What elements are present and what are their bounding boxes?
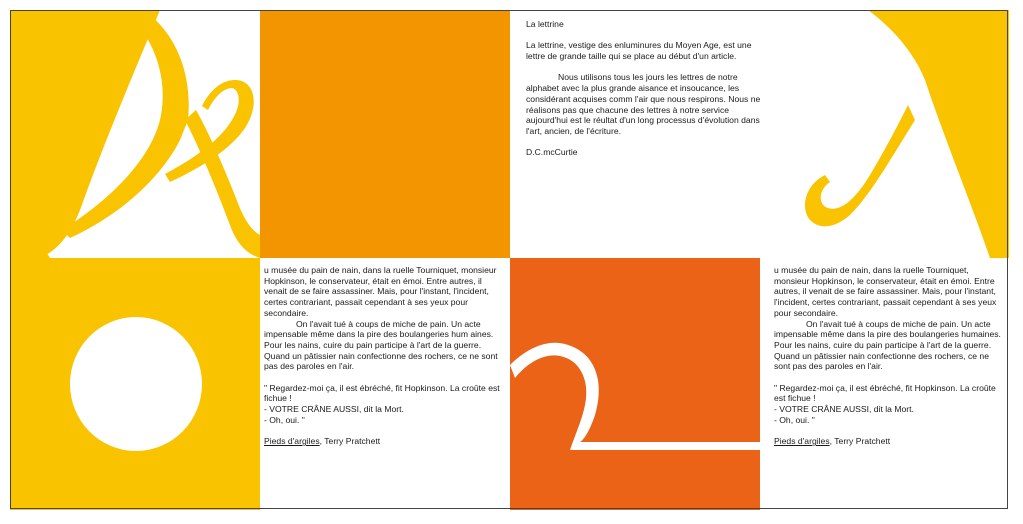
intro-paragraph-2: Nous utilisons tous les jours les lettres de notre alphabet avec la plus grande aisance et insoucance, les considérant acquises comm l'air que nous respirons. Nous ne réalisons pas que chacune des lettres à notre service aujourd'hui est le réultat d'un long processus d'évolution dans l'art, ancien, de l'écriture. bbox=[526, 72, 761, 136]
excerpt-right-dialogue-2: - VOTRE CRÂNE AUSSI, dit la Mort. bbox=[774, 404, 914, 415]
excerpt-right-paragraph-2: On l'avait tué à coups de miche de pain. Un acte impensable même dans la pire des boulangeries humaines. Pour les nains, cuire du pain participe à l'art de la guerre. Quand un pâtissier nain confectionne des rochers, ce ne sont pas des paroles en l'air. bbox=[774, 318, 1001, 372]
intro-column bbox=[526, 19, 762, 158]
excerpt-right-dialogue-3: - Oh, oui. " bbox=[774, 414, 815, 425]
intro-heading: La lettrine bbox=[526, 19, 564, 29]
excerpt-left-source bbox=[264, 436, 506, 447]
italic-A-letter-icon bbox=[10, 10, 260, 258]
excerpt-left bbox=[264, 265, 506, 447]
intro-paragraph-1: La lettrine, vestige des enluminures du Moyen Age, est une lettre de grande taille qui se place au début d'un article. bbox=[526, 40, 752, 62]
excerpt-left-dialogue-3: - Oh, oui. " bbox=[264, 414, 305, 425]
excerpt-right bbox=[774, 265, 1006, 447]
excerpt-left-paragraph-1: u musée du pain de nain, dans la ruelle Tourniquet, monsieur Hopkinson, le conservateur, était en émoi. Entre autres, il venait de se faire assassiner. Mais, pour l'instant, l'incident, certes contrariant, passait cependant à ses yeux pour secondaire. bbox=[264, 265, 497, 318]
italic-X-letter-icon bbox=[805, 10, 1009, 258]
excerpt-left-source-author: , Terry Pratchett bbox=[319, 436, 381, 447]
excerpt-left-dialogue-2: - VOTRE CRÂNE AUSSI, dit la Mort. bbox=[264, 404, 404, 415]
excerpt-right-dialogue-1: " Regardez-moi ça, il est ébréché, fit Hopkinson. La croûte est fichue ! bbox=[774, 382, 996, 404]
magazine-spread bbox=[10, 10, 1009, 510]
italic-a-stroke-icon bbox=[510, 343, 760, 450]
excerpt-left-dialogue-1: " Regardez-moi ça, il est ébréché, fit Hopkinson. La croûte est fichue ! bbox=[264, 382, 500, 404]
excerpt-right-source-author: , Terry Pratchett bbox=[829, 436, 891, 447]
excerpt-right-source-title: Pieds d'argiles bbox=[774, 436, 830, 447]
excerpt-left-paragraph-2: On l'avait tué à coups de miche de pain. Un acte impensable même dans la pire des boulangeries hum aines. Pour les nains, cuire du pain participe à l'art de la guerre. Quand un pâtissier nain confectionne des rochers, ce ne sont pas des paroles en l'air. bbox=[264, 318, 498, 372]
excerpt-right-paragraph-1: u musée du pain de nain, dans la ruelle Tourniquet, monsieur Hopkinson, le conservateur, était en émoi. Entre autres, il venait de se faire assassiner. Mais, pour l'instant, l'incident, certes contrariant, passait cependant à ses yeux pour secondaire. bbox=[774, 265, 997, 318]
excerpt-left-source-title: Pieds d'argiles bbox=[264, 436, 320, 447]
intro-author: D.C.mcCurtie bbox=[526, 147, 578, 158]
excerpt-right-source bbox=[774, 436, 1006, 447]
